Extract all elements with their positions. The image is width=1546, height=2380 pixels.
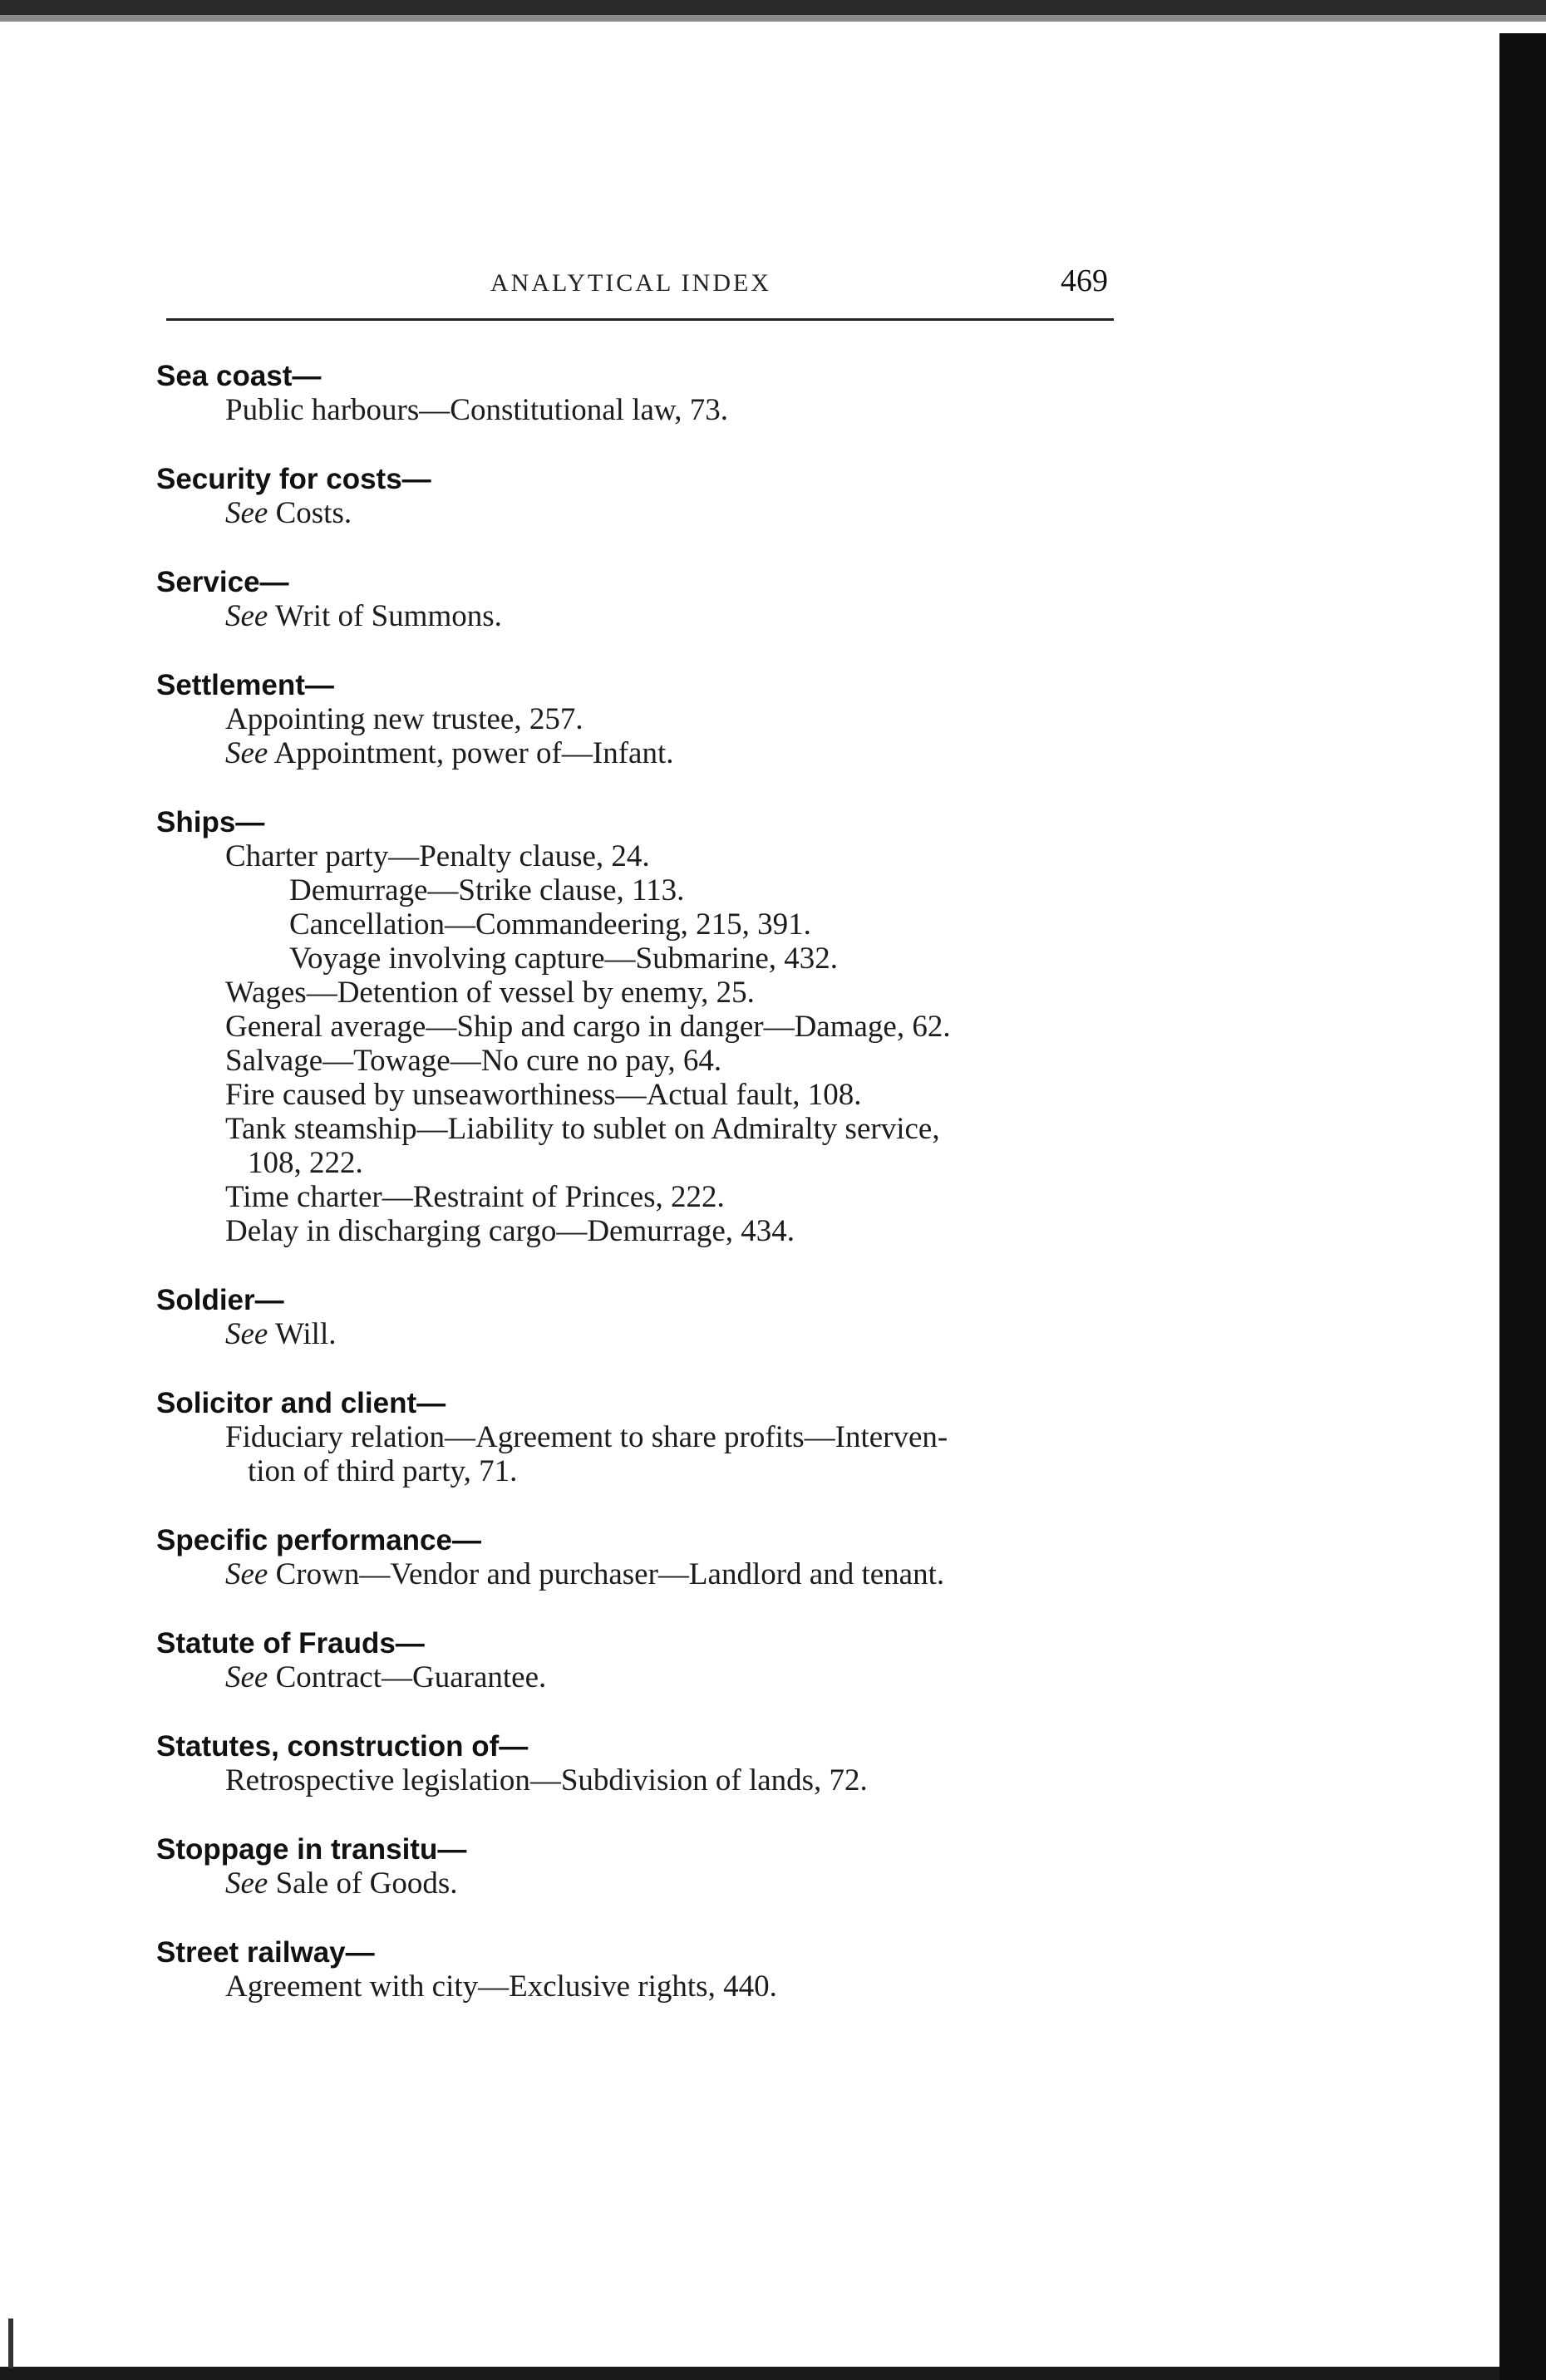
entry-line bbox=[156, 393, 1137, 427]
entry-line bbox=[156, 1420, 1137, 1454]
entry-text: Appointment, power of—Infant. bbox=[273, 736, 674, 770]
entry-text: Voyage involving capture—Submarine, 432. bbox=[289, 942, 839, 976]
entry-subline bbox=[156, 873, 1137, 907]
entry-line bbox=[156, 1214, 1137, 1248]
entry-heading: Soldier— bbox=[156, 1284, 284, 1316]
scan-border-right bbox=[1499, 33, 1546, 2380]
entry-heading: Ships— bbox=[156, 806, 265, 838]
scan-border-left-mark bbox=[8, 2319, 13, 2368]
index-entry bbox=[156, 1626, 1137, 1694]
entry-text: tion of third party, 71. bbox=[248, 1454, 518, 1488]
entry-heading: Service— bbox=[156, 566, 289, 598]
entry-text: Contract—Guarantee. bbox=[275, 1660, 547, 1694]
index-entry bbox=[156, 359, 1137, 427]
see-reference: See bbox=[225, 1660, 268, 1694]
entry-heading: Specific performance— bbox=[156, 1524, 481, 1556]
entry-heading: Settlement— bbox=[156, 669, 334, 701]
entry-line bbox=[156, 1010, 1137, 1044]
index-entry bbox=[156, 1386, 1137, 1488]
index-entry bbox=[156, 805, 1137, 1248]
index-entry bbox=[156, 1935, 1137, 2004]
entry-text: Charter party—Penalty clause, 24. bbox=[225, 839, 650, 873]
index-entry bbox=[156, 565, 1137, 633]
entry-text: Tank steamship—Liability to sublet on Admiralty service, bbox=[225, 1112, 940, 1146]
entry-heading: Statute of Frauds— bbox=[156, 1627, 425, 1660]
entry-text: Agreement with city—Exclusive rights, 440. bbox=[225, 1969, 777, 2004]
see-reference: See bbox=[225, 1866, 268, 1901]
entry-text: Cancellation—Commandeering, 215, 391. bbox=[289, 907, 811, 942]
entry-text: Salvage—Towage—No cure no pay, 64. bbox=[225, 1044, 722, 1078]
entry-subline bbox=[156, 907, 1137, 942]
entry-text: Crown—Vendor and purchaser—Landlord and tenant. bbox=[275, 1557, 945, 1591]
entry-line bbox=[156, 736, 1137, 770]
entry-line bbox=[156, 1557, 1137, 1591]
entry-text: Writ of Summons. bbox=[274, 599, 502, 633]
entry-line bbox=[156, 1044, 1137, 1078]
entry-line bbox=[156, 839, 1137, 873]
entry-subline bbox=[156, 942, 1137, 976]
entry-text: Wages—Detention of vessel by enemy, 25. bbox=[225, 976, 755, 1010]
entry-text: Demurrage—Strike clause, 113. bbox=[289, 873, 685, 907]
entry-text: Time charter—Restraint of Princes, 222. bbox=[225, 1180, 725, 1214]
index-entries bbox=[156, 359, 1137, 2038]
scan-border-top-shadow bbox=[0, 15, 1546, 22]
index-entry bbox=[156, 668, 1137, 770]
entry-heading: Stoppage in transitu— bbox=[156, 1833, 467, 1866]
entry-line bbox=[156, 1866, 1137, 1901]
header-rule bbox=[166, 318, 1114, 321]
entry-line bbox=[156, 1660, 1137, 1694]
scan-border-bottom bbox=[0, 2367, 1499, 2380]
page-number: 469 bbox=[1061, 263, 1108, 298]
entry-line bbox=[156, 1317, 1137, 1351]
index-entry bbox=[156, 1729, 1137, 1797]
entry-line bbox=[156, 599, 1137, 633]
entry-text: Delay in discharging cargo—Demurrage, 434. bbox=[225, 1214, 795, 1248]
entry-text: Fiduciary relation—Agreement to share profits—Interven- bbox=[225, 1420, 948, 1454]
entry-text: General average—Ship and cargo in danger—Damage, 62. bbox=[225, 1010, 951, 1044]
entry-line bbox=[156, 1180, 1137, 1214]
entry-continuation bbox=[156, 1454, 1137, 1488]
entry-text: Retrospective legislation—Subdivision of lands, 72. bbox=[225, 1763, 868, 1797]
see-reference: See bbox=[225, 496, 268, 530]
see-reference: See bbox=[225, 1317, 268, 1351]
entry-heading: Statutes, construction of— bbox=[156, 1730, 529, 1763]
index-entry bbox=[156, 462, 1137, 530]
entry-heading: Solicitor and client— bbox=[156, 1387, 446, 1419]
entry-line bbox=[156, 1969, 1137, 2004]
index-entry bbox=[156, 1523, 1137, 1591]
entry-line bbox=[156, 702, 1137, 736]
entry-heading: Security for costs— bbox=[156, 463, 431, 495]
entry-line bbox=[156, 496, 1137, 530]
see-reference: See bbox=[225, 599, 268, 633]
entry-text: Fire caused by unseaworthiness—Actual fault, 108. bbox=[225, 1078, 862, 1112]
index-entry bbox=[156, 1283, 1137, 1351]
entry-text: Costs. bbox=[275, 496, 352, 530]
entry-line bbox=[156, 1112, 1137, 1146]
entry-text: Public harbours—Constitutional law, 73. bbox=[225, 393, 728, 427]
entry-text: Sale of Goods. bbox=[275, 1866, 458, 1901]
index-entry bbox=[156, 1832, 1137, 1901]
entry-line bbox=[156, 1078, 1137, 1112]
entry-continuation bbox=[156, 1146, 1137, 1180]
see-reference: See bbox=[225, 1557, 268, 1591]
entry-text: Appointing new trustee, 257. bbox=[225, 702, 583, 736]
entry-heading: Street railway— bbox=[156, 1936, 375, 1969]
entry-heading: Sea coast— bbox=[156, 360, 322, 392]
running-head: ANALYTICAL INDEX bbox=[490, 269, 771, 297]
entry-line bbox=[156, 1763, 1137, 1797]
entry-line bbox=[156, 976, 1137, 1010]
entry-text: Will. bbox=[274, 1317, 337, 1351]
see-reference: See bbox=[225, 736, 268, 770]
scan-border-top bbox=[0, 0, 1546, 15]
entry-text: 108, 222. bbox=[248, 1146, 363, 1180]
